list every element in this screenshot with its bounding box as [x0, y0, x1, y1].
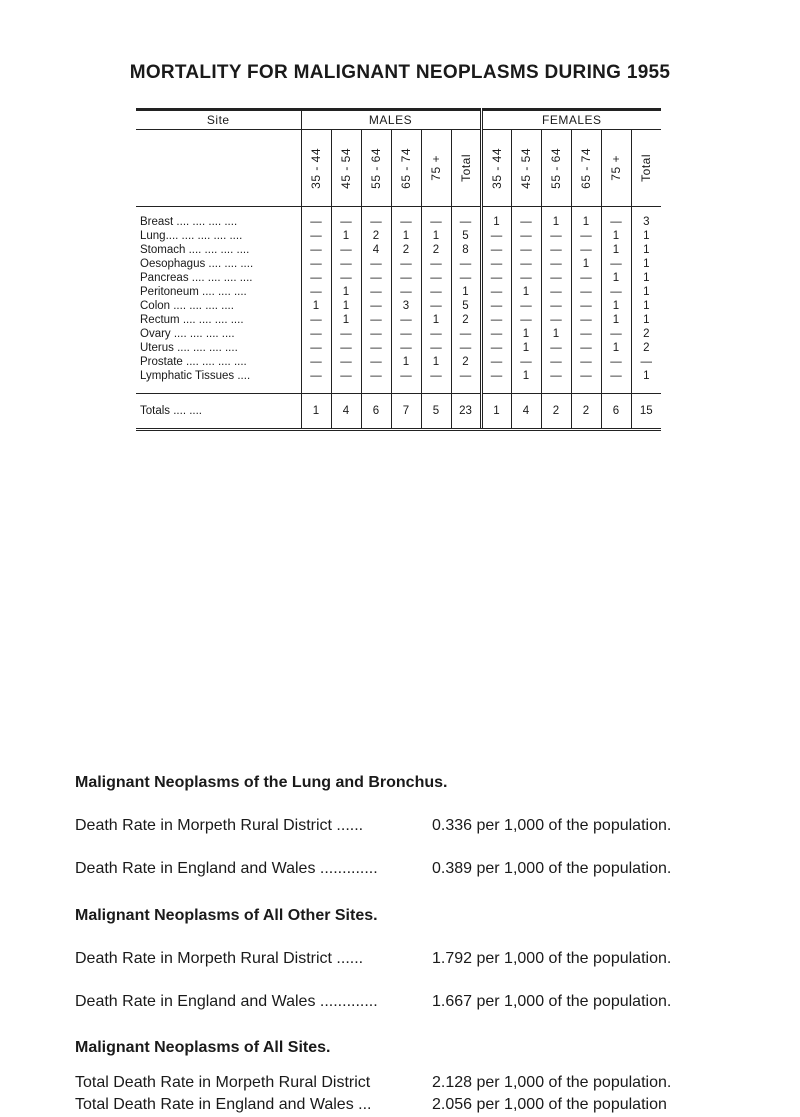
age-group-label: 55 - 64: [369, 147, 383, 189]
count-cell: —: [541, 341, 571, 355]
spacer: [361, 383, 391, 394]
spacer: [631, 383, 661, 394]
count-cell: 1: [331, 229, 361, 243]
count-cell: —: [511, 271, 541, 285]
count-cell: —: [301, 327, 331, 341]
count-cell: —: [361, 313, 391, 327]
spacer: [301, 383, 331, 394]
spacer: [571, 383, 601, 394]
count-cell: —: [301, 285, 331, 299]
age-header-cell: [421, 130, 451, 207]
site-name: Ovary .... .... .... ....: [140, 328, 235, 340]
spacer: [391, 207, 421, 216]
total-cell: 4: [511, 394, 541, 430]
count-cell: —: [601, 215, 631, 229]
count-cell: 1: [631, 271, 661, 285]
count-cell: 5: [451, 299, 481, 313]
site-name: Breast .... .... .... ....: [140, 216, 238, 228]
males-header: MALES: [301, 110, 481, 130]
total-cell: 4: [331, 394, 361, 430]
total-cell: 23: [451, 394, 481, 430]
page-title: MORTALITY FOR MALIGNANT NEOPLASMS DURING 1955: [129, 62, 671, 83]
count-cell: —: [511, 215, 541, 229]
total-cell: 6: [361, 394, 391, 430]
count-cell: 1: [391, 355, 421, 369]
count-cell: —: [601, 257, 631, 271]
count-cell: 3: [391, 299, 421, 313]
count-cell: —: [571, 243, 601, 257]
count-cell: —: [601, 285, 631, 299]
count-cell: 1: [511, 369, 541, 383]
count-cell: —: [421, 341, 451, 355]
spacer: [451, 383, 481, 394]
age-group-label: Total: [639, 154, 654, 182]
count-cell: 1: [421, 313, 451, 327]
count-cell: —: [601, 327, 631, 341]
count-cell: —: [451, 369, 481, 383]
count-cell: 1: [481, 215, 511, 229]
count-cell: —: [421, 299, 451, 313]
count-cell: —: [571, 229, 601, 243]
rate-label: Death Rate in Morpeth Rural District ......: [75, 950, 364, 967]
count-cell: —: [361, 299, 391, 313]
count-cell: —: [421, 215, 451, 229]
count-cell: —: [481, 271, 511, 285]
count-cell: —: [481, 285, 511, 299]
count-cell: —: [481, 243, 511, 257]
count-cell: —: [301, 257, 331, 271]
count-cell: 5: [451, 229, 481, 243]
count-cell: —: [301, 229, 331, 243]
count-cell: —: [421, 369, 451, 383]
site-name: Prostate .... .... .... ....: [140, 356, 247, 368]
count-cell: 1: [631, 285, 661, 299]
age-group-label: 55 - 64: [549, 147, 563, 189]
count-cell: 2: [391, 243, 421, 257]
spacer: [301, 207, 331, 216]
count-cell: 2: [451, 313, 481, 327]
section-heading-all-sites: Malignant Neoplasms of All Sites.: [75, 1039, 331, 1056]
spacer: [631, 207, 661, 216]
table-row: [136, 229, 661, 243]
count-cell: 2: [451, 355, 481, 369]
age-header-cell: [391, 130, 421, 207]
count-cell: —: [421, 257, 451, 271]
count-cell: —: [331, 341, 361, 355]
age-header-cell: [451, 130, 481, 207]
count-cell: —: [511, 257, 541, 271]
spacer: [331, 383, 361, 394]
site-name: Oesophagus .... .... ....: [140, 258, 254, 270]
count-cell: —: [571, 355, 601, 369]
spacer: [136, 383, 301, 394]
count-cell: 1: [511, 341, 541, 355]
age-group-label: 45 - 54: [339, 147, 353, 189]
age-header-cell: [481, 130, 511, 207]
spacer: [541, 207, 571, 216]
table-row: [136, 299, 661, 313]
section-heading-lung: Malignant Neoplasms of the Lung and Bronchus.: [75, 774, 448, 791]
count-cell: —: [361, 355, 391, 369]
count-cell: —: [421, 271, 451, 285]
count-cell: —: [541, 313, 571, 327]
age-group-label: 35 - 44: [309, 147, 323, 189]
age-group-label: 75 +: [609, 155, 623, 181]
age-header-cell: [631, 130, 661, 207]
table-row: [136, 327, 661, 341]
rate-value: 0.389 per 1,000 of the population.: [432, 860, 672, 877]
count-cell: 1: [601, 271, 631, 285]
count-cell: —: [391, 271, 421, 285]
count-cell: —: [481, 341, 511, 355]
count-cell: —: [631, 355, 661, 369]
count-cell: 1: [421, 229, 451, 243]
count-cell: 1: [421, 355, 451, 369]
count-cell: —: [541, 355, 571, 369]
count-cell: —: [481, 355, 511, 369]
spacer: [421, 383, 451, 394]
count-cell: 2: [361, 229, 391, 243]
count-cell: —: [481, 327, 511, 341]
count-cell: 2: [421, 243, 451, 257]
age-header-cell: [361, 130, 391, 207]
count-cell: —: [331, 327, 361, 341]
rate-value: 0.336 per 1,000 of the population.: [432, 817, 672, 834]
count-cell: —: [331, 369, 361, 383]
count-cell: 1: [391, 229, 421, 243]
rate-label: Total Death Rate in Morpeth Rural District: [75, 1074, 371, 1091]
count-cell: 1: [631, 257, 661, 271]
spacer: [361, 207, 391, 216]
count-cell: 1: [601, 341, 631, 355]
count-cell: —: [301, 243, 331, 257]
count-cell: —: [301, 215, 331, 229]
age-header-cell: [571, 130, 601, 207]
spacer: [511, 383, 541, 394]
count-cell: —: [331, 215, 361, 229]
age-group-label: 35 - 44: [489, 147, 504, 189]
count-cell: —: [361, 369, 391, 383]
site-name: Pancreas .... .... .... ....: [140, 272, 253, 284]
spacer: [451, 207, 481, 216]
count-cell: 1: [631, 243, 661, 257]
age-group-label: 65 - 74: [579, 147, 593, 189]
count-cell: 1: [541, 327, 571, 341]
rate-value: 1.667 per 1,000 of the population.: [432, 993, 672, 1010]
count-cell: 1: [631, 299, 661, 313]
age-header-cell: [301, 130, 331, 207]
age-header-cell: [541, 130, 571, 207]
count-cell: —: [541, 285, 571, 299]
count-cell: —: [391, 369, 421, 383]
count-cell: —: [301, 369, 331, 383]
total-cell: 15: [631, 394, 661, 430]
count-cell: —: [451, 215, 481, 229]
site-name: Colon .... .... .... ....: [140, 300, 234, 312]
count-cell: —: [571, 313, 601, 327]
count-cell: —: [541, 229, 571, 243]
count-cell: —: [361, 215, 391, 229]
spacer: [601, 383, 631, 394]
count-cell: —: [451, 341, 481, 355]
rate-value: 2.056 per 1,000 of the population: [432, 1096, 667, 1113]
count-cell: 2: [631, 327, 661, 341]
count-cell: —: [361, 271, 391, 285]
count-cell: —: [301, 341, 331, 355]
count-cell: 2: [631, 341, 661, 355]
site-name: Peritoneum .... .... ....: [140, 286, 247, 298]
count-cell: —: [331, 355, 361, 369]
spacer: [571, 207, 601, 216]
count-cell: —: [301, 355, 331, 369]
count-cell: —: [571, 327, 601, 341]
site-name: Lymphatic Tissues ....: [140, 370, 251, 382]
count-cell: 1: [571, 257, 601, 271]
count-cell: 1: [331, 299, 361, 313]
age-group-label: 45 - 54: [519, 147, 533, 189]
rate-value: 1.792 per 1,000 of the population.: [432, 950, 672, 967]
count-cell: —: [421, 327, 451, 341]
totals-label: Totals .... ....: [136, 394, 301, 430]
count-cell: —: [511, 313, 541, 327]
totals-row: [136, 394, 661, 430]
females-header: FEMALES: [481, 110, 661, 130]
count-cell: —: [301, 313, 331, 327]
table-row: [136, 215, 661, 229]
count-cell: 1: [631, 229, 661, 243]
total-cell: 5: [421, 394, 451, 430]
count-cell: —: [571, 369, 601, 383]
spacer: [481, 207, 511, 216]
rate-label: Death Rate in England and Wales .............: [75, 993, 378, 1010]
count-cell: —: [331, 257, 361, 271]
site-name: Lung.... .... .... .... ....: [140, 230, 243, 242]
count-cell: —: [421, 285, 451, 299]
spacer: [331, 207, 361, 216]
count-cell: —: [331, 243, 361, 257]
count-cell: 8: [451, 243, 481, 257]
count-cell: —: [391, 285, 421, 299]
table-row: [136, 355, 661, 369]
count-cell: —: [391, 341, 421, 355]
total-cell: 6: [601, 394, 631, 430]
count-cell: —: [571, 299, 601, 313]
count-cell: —: [511, 355, 541, 369]
count-cell: —: [361, 285, 391, 299]
count-cell: —: [361, 341, 391, 355]
total-cell: 7: [391, 394, 421, 430]
table-row: [136, 369, 661, 383]
count-cell: —: [541, 243, 571, 257]
age-header-cell: [331, 130, 361, 207]
total-cell: 2: [571, 394, 601, 430]
age-header-cell: [511, 130, 541, 207]
rate-label: Total Death Rate in England and Wales ...: [75, 1096, 372, 1113]
count-cell: —: [481, 313, 511, 327]
count-cell: —: [511, 299, 541, 313]
count-cell: —: [391, 327, 421, 341]
count-cell: 1: [601, 229, 631, 243]
spacer: [481, 383, 511, 394]
spacer: [136, 207, 301, 216]
count-cell: 1: [601, 243, 631, 257]
table-row: [136, 243, 661, 257]
count-cell: 1: [511, 285, 541, 299]
count-cell: 3: [631, 215, 661, 229]
count-cell: —: [481, 369, 511, 383]
count-cell: 1: [331, 285, 361, 299]
count-cell: —: [541, 271, 571, 285]
mortality-table: [136, 108, 661, 431]
table-row: [136, 285, 661, 299]
count-cell: —: [541, 369, 571, 383]
spacer: [601, 207, 631, 216]
rate-label: Death Rate in Morpeth Rural District ......: [75, 817, 364, 834]
rate-value: 2.128 per 1,000 of the population.: [432, 1074, 672, 1091]
count-cell: 1: [451, 285, 481, 299]
table-row: [136, 257, 661, 271]
count-cell: 1: [571, 215, 601, 229]
count-cell: —: [571, 285, 601, 299]
spacer: [511, 207, 541, 216]
count-cell: —: [541, 257, 571, 271]
count-cell: —: [601, 369, 631, 383]
rate-label: Death Rate in England and Wales .............: [75, 860, 378, 877]
count-cell: 1: [301, 299, 331, 313]
count-cell: —: [451, 257, 481, 271]
site-name: Stomach .... .... .... ....: [140, 244, 250, 256]
count-cell: 1: [511, 327, 541, 341]
count-cell: 1: [601, 313, 631, 327]
count-cell: —: [541, 299, 571, 313]
count-cell: —: [511, 229, 541, 243]
total-cell: 2: [541, 394, 571, 430]
count-cell: —: [301, 271, 331, 285]
count-cell: 1: [331, 313, 361, 327]
count-cell: —: [391, 313, 421, 327]
age-group-label: 65 - 74: [399, 147, 413, 189]
spacer: [541, 383, 571, 394]
count-cell: —: [451, 271, 481, 285]
spacer: [391, 383, 421, 394]
count-cell: —: [391, 257, 421, 271]
count-cell: 1: [601, 299, 631, 313]
count-cell: —: [571, 341, 601, 355]
count-cell: —: [481, 299, 511, 313]
age-group-label: 75 +: [429, 155, 443, 181]
site-header: Site: [136, 110, 301, 130]
table-row: [136, 271, 661, 285]
spacer: [421, 207, 451, 216]
count-cell: —: [571, 271, 601, 285]
count-cell: —: [391, 215, 421, 229]
total-cell: 1: [481, 394, 511, 430]
count-cell: —: [481, 229, 511, 243]
count-cell: —: [451, 327, 481, 341]
count-cell: —: [601, 355, 631, 369]
count-cell: —: [361, 327, 391, 341]
count-cell: —: [481, 257, 511, 271]
count-cell: —: [331, 271, 361, 285]
table-row: [136, 313, 661, 327]
count-cell: —: [361, 257, 391, 271]
age-header-cell: [601, 130, 631, 207]
table-row: [136, 341, 661, 355]
total-cell: 1: [301, 394, 331, 430]
site-name: Rectum .... .... .... ....: [140, 314, 244, 326]
count-cell: 4: [361, 243, 391, 257]
count-cell: —: [511, 243, 541, 257]
count-cell: 1: [631, 369, 661, 383]
count-cell: 1: [541, 215, 571, 229]
count-cell: 1: [631, 313, 661, 327]
site-blank: [136, 130, 301, 207]
site-name: Uterus .... .... .... ....: [140, 342, 238, 354]
age-group-label: Total: [458, 154, 473, 182]
section-heading-other-sites: Malignant Neoplasms of All Other Sites.: [75, 907, 378, 924]
